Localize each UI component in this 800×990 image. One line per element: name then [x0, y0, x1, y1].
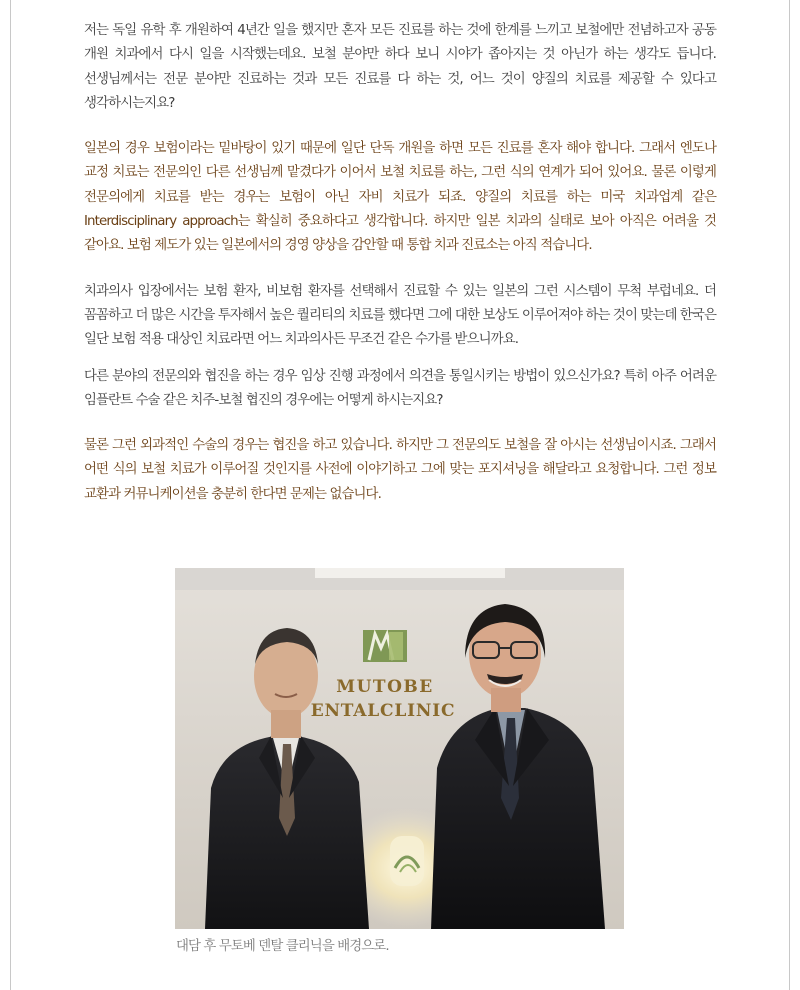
question-paragraph: 치과의사 입장에서는 보험 환자, 비보험 환자를 선택해서 진료할 수 있는 일본의 그런 시스템이 무척 부럽네요. 더 꼼꼼하고 더 많은 시간을 투자해서 높은 퀄리티의 치료를 했다면 그에 대한 보상도 이루어져야 하는 것이 맞는데 한국은 일단 보험 적용 대상인 치료라면 어느 치과의사든 무조건 같은 수가를 받으니까요.: [84, 283, 716, 348]
clinic-sign-line2: ENTALCLINIC: [310, 701, 456, 721]
photo-illustration: [175, 568, 624, 929]
answer-paragraph: 일본의 경우 보험이라는 밑바탕이 있기 때문에 일단 단독 개원을 하면 모든 진료를 혼자 해야 합니다. 그래서 엔도나 교정 치료는 전문의인 다른 선생님께 맡겼다가 이어서 보철 치료를 하는, 그런 식의 연계가 되어 있어요. 물론 이렇게 전문의에게 치료를 받는 경우는 보험이 아닌 자비 치료가 되죠. 양질의 치료를 하는 미국 치과업계 같은 Interdisciplinary approach는 확실히 중요하다고 생각합니다. 하지만 일본 치과의 실태로 보아 아직은 어려울 것 같아요. 보험 제도가 있는 일본에서의 경영 양상을 감안할 때 통합 치과 진료소는 아직 적습니다.: [84, 141, 716, 254]
interview-photo: [175, 568, 624, 929]
clinic-logo-icon: [363, 630, 407, 662]
question-paragraph: 다른 분야의 전문의와 협진을 하는 경우 임상 진행 과정에서 의견을 통일시키는 방법이 있으신가요? 특히 아주 어려운 임플란트 수술 같은 치주-보철 협진의 경우에는 어떻게 하시는지요?: [84, 368, 716, 408]
interview-article: [84, 19, 716, 507]
question-paragraph: 저는 독일 유학 후 개원하여 4년간 일을 했지만 혼자 모든 진료를 하는 것에 한계를 느끼고 보철에만 전념하고자 공동 개원 치과에서 다시 일을 시작했는데요. 보철 분야만 하다 보니 시야가 좁아지는 것 아닌가 하는 생각도 듭니다. 선생님께서는 전문 분야만 진료하는 것과 모든 진료를 다 하는 것, 어느 것이 양질의 치료를 제공할 수 있다고 생각하시는지요?: [84, 23, 716, 111]
photo-caption: 대담 후 무토베 덴탈 클리닉을 배경으로.: [176, 939, 389, 954]
clinic-sign-line1: MUTOBE: [336, 677, 434, 697]
answer-paragraph: 물론 그런 외과적인 수술의 경우는 협진을 하고 있습니다. 하지만 그 전문의도 보철을 잘 아시는 선생님이시죠. 그래서 어떤 식의 보철 치료가 이루어질 것인지를 사전에 이야기하고 그에 맞는 포지셔닝을 해달라고 요청합니다. 그런 정보 교환과 커뮤니케이션을 충분히 한다면 문제는 없습니다.: [84, 438, 716, 502]
